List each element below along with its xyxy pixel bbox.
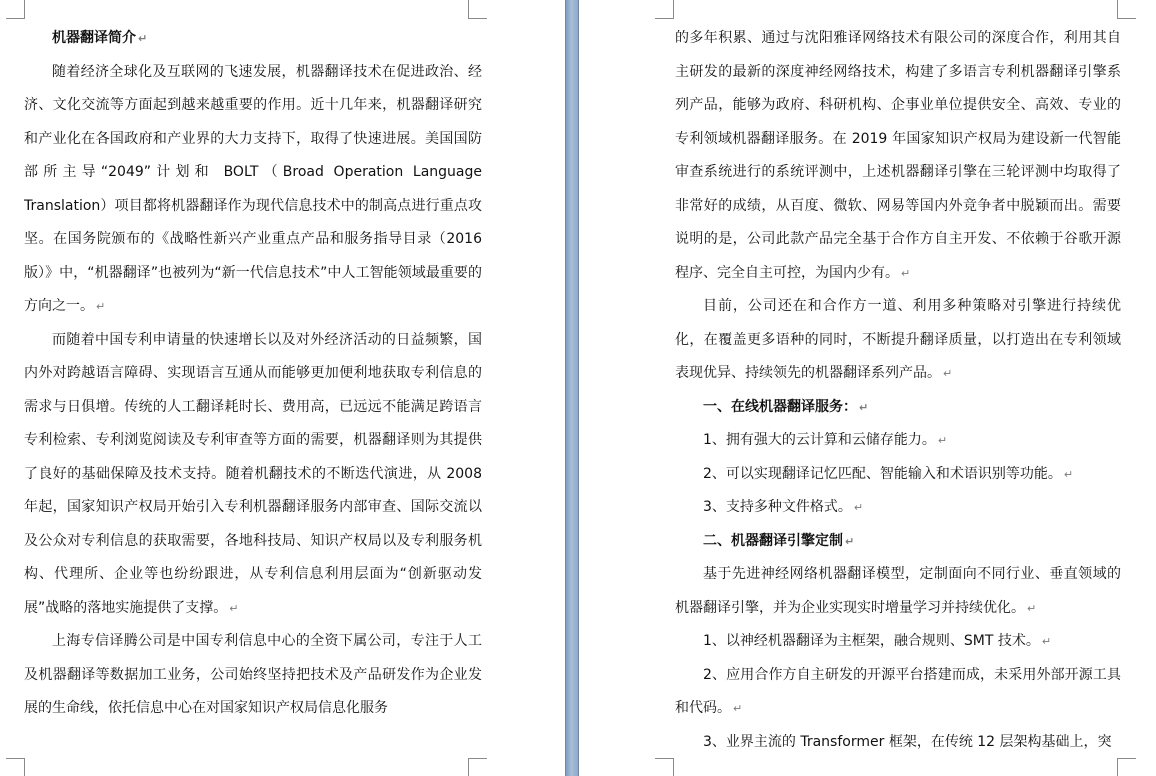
body-paragraph: 目前，公司还在和合作方一道、利用多种策略对引擎进行持续优化，在覆盖更多语种的同时，不断提升翻译质量，以打造出在专利领域表现优异、持续领先的机器翻译系列产品。 ↵ bbox=[675, 298, 1121, 381]
document-page-right[interactable] bbox=[579, 0, 1156, 776]
list-item: 1、拥有强大的云计算和云储存能力。 ↵ bbox=[703, 432, 948, 448]
right-page-text[interactable] bbox=[675, 22, 1121, 759]
body-paragraph: 的多年积累、通过与沈阳雅译网络技术有限公司的深度合作，利用其自主研发的最新的深度神经网络技术，构建了多语言专利机器翻译引擎系列产品，能够为政府、科研机构、企事业单位提供安全、高效、专业的专利领域机器翻译服务。在 2019 年国家知识产权局为建设新一代智能审查系统进行的系统评测中，上述机器翻译引擎在三轮评测中均取得了非常好的成绩，从百度、微软、网易等国内外竞争者中脱颖而出。需要说明的是，公司此款产品完全基于合作方自主开发、不依赖于谷歌开源程序、完全自主可控，为国内少有。 ↵ bbox=[675, 30, 1121, 281]
margin-corner-mark bbox=[468, 0, 487, 19]
list-item: 3、业界主流的 Transformer 框架，在传统 12 层架构基础上，突 bbox=[703, 733, 1112, 750]
margin-corner-mark bbox=[6, 758, 25, 776]
margin-corner-mark bbox=[1117, 758, 1136, 776]
page-gutter bbox=[565, 0, 579, 776]
body-paragraph: 基于先进神经网络机器翻译模型，定制面向不同行业、垂直领域的机器翻译引擎，并为企业实现实时增量学习并持续优化。 ↵ bbox=[675, 566, 1121, 616]
list-item: 3、支持多种文件格式。 ↵ bbox=[703, 499, 864, 515]
section-heading: 一、在线机器翻译服务： ↵ bbox=[703, 398, 869, 415]
list-item: 2、应用合作方自主研发的开源平台搭建而成，未采用外部开源工具和代码。 ↵ bbox=[675, 666, 1121, 716]
body-paragraph: 上海专信译腾公司是中国专利信息中心的全资下属公司，专注于人工及机器翻译等数据加工业务，公司始终坚持把技术及产品研发作为企业发展的生命线，依托信息中心在对国家知识产权局信息化服务 bbox=[24, 633, 482, 716]
margin-corner-mark bbox=[468, 758, 487, 776]
document-page-left[interactable] bbox=[0, 0, 565, 776]
margin-corner-mark bbox=[655, 758, 674, 776]
margin-corner-mark bbox=[6, 0, 25, 19]
left-page-text[interactable] bbox=[24, 22, 482, 726]
margin-corner-mark bbox=[655, 0, 674, 19]
list-item: 1、以神经机器翻译为主框架，融合规则、SMT 技术。 ↵ bbox=[703, 633, 1052, 649]
margin-corner-mark bbox=[1117, 0, 1136, 19]
section-heading: 二、机器翻译引擎定制 ↵ bbox=[703, 532, 855, 549]
document-title: 机器翻译简介 ↵ bbox=[52, 30, 148, 46]
body-paragraph: 随着经济全球化及互联网的飞速发展，机器翻译技术在促进政治、经济、文化交流等方面起到越来越重要的作用。近十几年来，机器翻译研究和产业化在各国政府和产业界的大力支持下，取得了快速进展。美国国防部所主导“2049”计划和 BOLT（Broad Operation Language Translation）项目都将机器翻译作为现代信息技术中的制高点进行重点攻坚。在国务院颁布的《战略性新兴产业重点产品和服务指导目录（2016版）》中，“机器翻译”也被列为“新一代信息技术”中人工智能领域最重要的方向之一。 ↵ bbox=[24, 63, 482, 314]
body-paragraph: 而随着中国专利申请量的快速增长以及对外经济活动的日益频繁，国内外对跨越语言障碍、实现语言互通从而能够更加便利地获取专利信息的需求与日俱增。传统的人工翻译耗时长、费用高，已远远不能满足跨语言专利检索、专利浏览阅读及专利审查等方面的需要，机器翻译则为其提供了良好的基础保障及技术支持。随着机翻技术的不断迭代演进，从 2008 年起，国家知识产权局开始引入专利机器翻译服务内部审查、国际交流以及公众对专利信息的获取需要，各地科技局、知识产权局以及专利服务机构、代理所、企业等也纷纷跟进，从专利信息利用层面为“创新驱动发展”战略的落地实施提供了支撑。 ↵ bbox=[24, 331, 482, 616]
list-item: 2、可以实现翻译记忆匹配、智能输入和术语识别等功能。 ↵ bbox=[703, 465, 1074, 482]
